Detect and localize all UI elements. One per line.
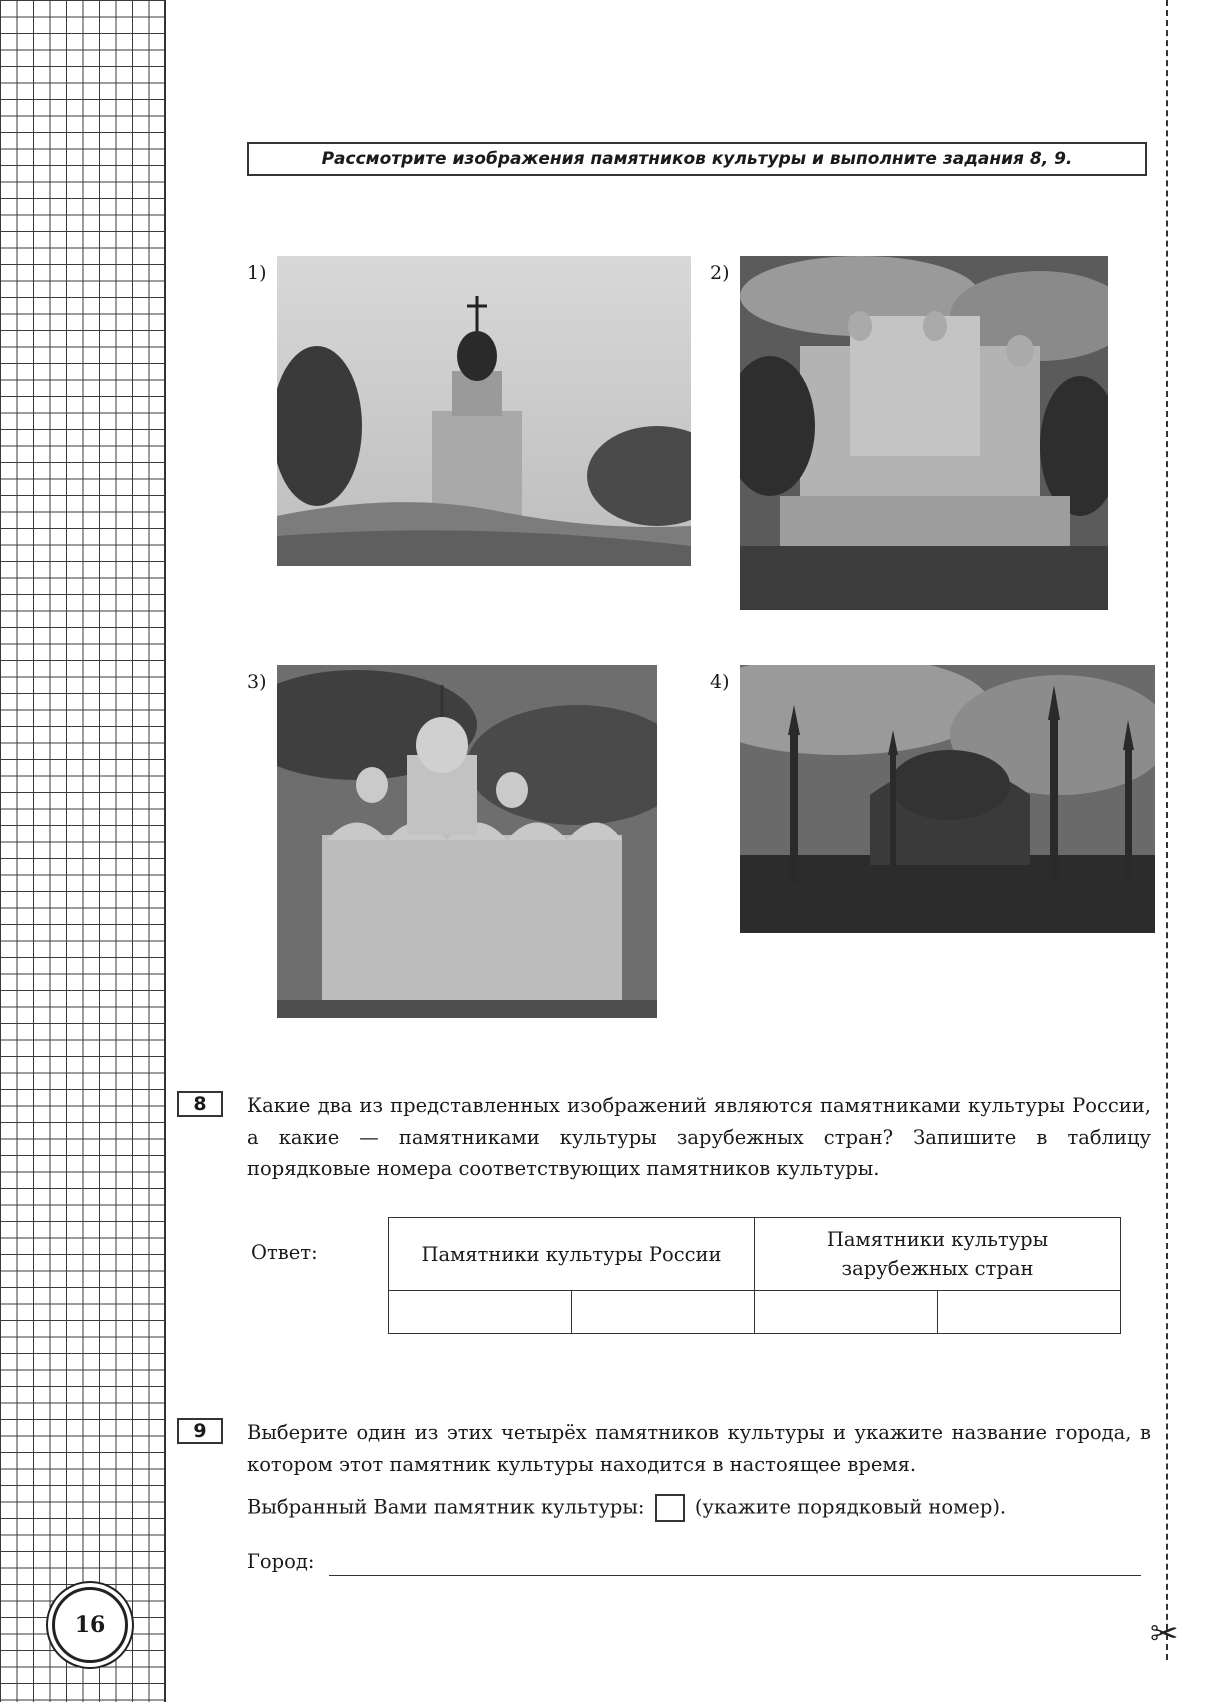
column-foreign-header: Памятники культуры зарубежных стран xyxy=(755,1218,1121,1291)
image-4-mosque xyxy=(740,665,1155,933)
image-label-3: 3) xyxy=(247,671,267,693)
city-label: Город: xyxy=(247,1550,315,1573)
chosen-number-box[interactable] xyxy=(655,1494,685,1522)
cut-line xyxy=(1166,0,1168,1660)
image-label-2: 2) xyxy=(710,262,730,284)
image-1-church xyxy=(277,256,691,566)
scissors-icon: ✂ xyxy=(1150,1614,1179,1654)
answer-cell-foreign-2[interactable] xyxy=(938,1291,1121,1334)
image-label-4: 4) xyxy=(710,671,730,693)
answer-label: Ответ: xyxy=(251,1241,318,1264)
task-8-number: 8 xyxy=(177,1091,223,1117)
column-russia-header: Памятники культуры России xyxy=(389,1218,755,1291)
answer-cell-russia-1[interactable] xyxy=(389,1291,572,1334)
answer-cell-russia-2[interactable] xyxy=(572,1291,755,1334)
image-3-cathedral xyxy=(277,665,657,1018)
graph-paper-margin xyxy=(0,0,166,1702)
task-8-text: Какие два из представленных изображений являются памятниками культуры России, а какие — памятниками культуры зарубежных стран? Запишите в таблицу порядковые номера соответствующих памятников культуры. xyxy=(247,1094,1151,1180)
chosen-monument-hint: (укажите порядковый номер). xyxy=(694,1495,1007,1519)
task-9-number: 9 xyxy=(177,1418,223,1444)
image-2-castle xyxy=(740,256,1108,610)
chosen-monument-label: Выбранный Вами памятник культуры: xyxy=(247,1495,645,1519)
answer-cell-foreign-1[interactable] xyxy=(755,1291,938,1334)
answer-table xyxy=(388,1217,1121,1334)
task-9-text: Выберите один из этих четырёх памятников культуры и укажите название города, в котором этот памятник культуры находится в настоящее время. xyxy=(247,1421,1151,1476)
page-number: 16 xyxy=(52,1587,128,1663)
city-answer-line[interactable] xyxy=(329,1575,1141,1576)
chosen-monument-line xyxy=(247,1494,1006,1522)
instruction-box: Рассмотрите изображения памятников культуры и выполните задания 8, 9. xyxy=(247,142,1147,176)
image-label-1: 1) xyxy=(247,262,267,284)
